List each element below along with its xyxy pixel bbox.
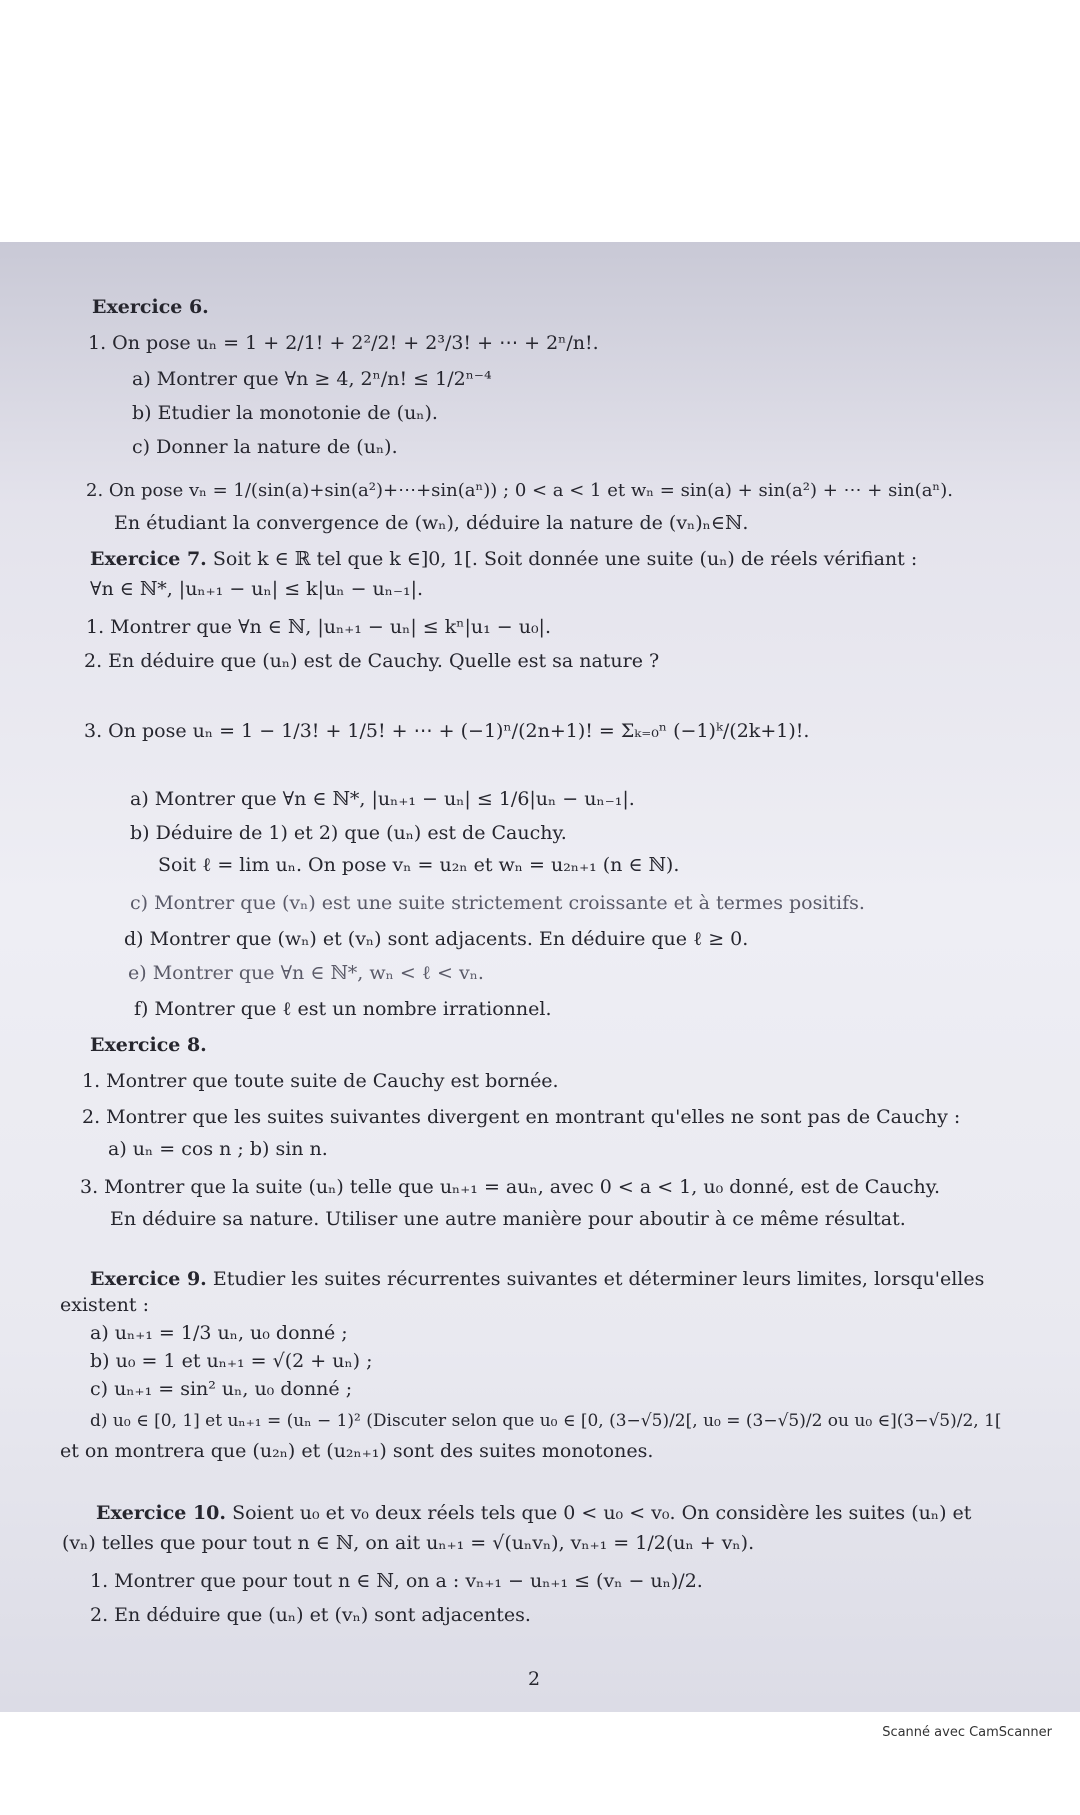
ex9-item-b: b) u₀ = 1 et uₙ₊₁ = √(2 + uₙ) ; [90, 1350, 373, 1372]
ex6-question-2: 2. On pose vₙ = 1/(sin(a)+sin(a²)+⋯+sin(aⁿ)) ; 0 < a < 1 et wₙ = sin(a) + sin(a²) + ⋯ + sin(aⁿ). [86, 480, 953, 501]
ex9-intro-continued: existent : [60, 1294, 149, 1316]
ex7-question-3c: c) Montrer que (vₙ) est une suite strictement croissante et à termes positifs. [130, 892, 865, 914]
ex6-question-1c: c) Donner la nature de (uₙ). [132, 436, 398, 458]
ex8-question-1: 1. Montrer que toute suite de Cauchy est bornée. [82, 1070, 559, 1092]
ex7-question-3b: b) Déduire de 1) et 2) que (uₙ) est de Cauchy. [130, 822, 567, 844]
ex9-item-d-continued: et on montrera que (u₂ₙ) et (u₂ₙ₊₁) sont des suites monotones. [60, 1440, 654, 1462]
ex7-question-3e: e) Montrer que ∀n ∈ ℕ*, wₙ < ℓ < vₙ. [128, 962, 484, 984]
exercise-7-title: Exercice 7. [90, 548, 207, 570]
ex6-question-1: 1. On pose uₙ = 1 + 2/1! + 2²/2! + 2³/3! + ⋯ + 2ⁿ/n!. [88, 332, 599, 354]
ex8-question-2-items: a) uₙ = cos n ; b) sin n. [108, 1138, 328, 1160]
ex9-header [90, 1266, 984, 1292]
ex7-intro: Soit k ∈ ℝ tel que k ∈]0, 1[. Soit donnée une suite (uₙ) de réels vérifiant : [212, 548, 918, 570]
ex10-question-2: 2. En déduire que (uₙ) et (vₙ) sont adjacentes. [90, 1604, 531, 1626]
ex8-question-2: 2. Montrer que les suites suivantes divergent en montrant qu'elles ne sont pas de Cauchy : [82, 1106, 961, 1128]
document-page [0, 242, 1080, 1712]
ex10-header [96, 1500, 971, 1526]
exercise-9-title: Exercice 9. [90, 1268, 207, 1290]
ex7-intro-continued: ∀n ∈ ℕ*, |uₙ₊₁ − uₙ| ≤ k|uₙ − uₙ₋₁|. [90, 578, 424, 600]
page-number: 2 [528, 1668, 541, 1690]
ex10-intro-continued: (vₙ) telles que pour tout n ∈ ℕ, on ait uₙ₊₁ = √(uₙvₙ), vₙ₊₁ = 1/2(uₙ + vₙ). [62, 1532, 755, 1554]
ex6-question-2-continued: En étudiant la convergence de (wₙ), déduire la nature de (vₙ)ₙ∈ℕ. [114, 512, 749, 534]
ex7-question-3: 3. On pose uₙ = 1 − 1/3! + 1/5! + ⋯ + (−1)ⁿ/(2n+1)! = Σₖ₌₀ⁿ (−1)ᵏ/(2k+1)!. [84, 720, 810, 742]
exercise-8-title: Exercice 8. [90, 1034, 207, 1056]
ex7-question-3d: d) Montrer que (wₙ) et (vₙ) sont adjacents. En déduire que ℓ ≥ 0. [124, 928, 749, 950]
ex8-question-3: 3. Montrer que la suite (uₙ) telle que uₙ₊₁ = auₙ, avec 0 < a < 1, u₀ donné, est de Cauchy. [80, 1176, 940, 1198]
exercise-6-title: Exercice 6. [92, 296, 209, 318]
scanner-watermark: Scanné avec CamScanner [882, 1725, 1052, 1740]
exercise-10-title: Exercice 10. [96, 1502, 227, 1524]
ex7-question-3b-continued: Soit ℓ = lim uₙ. On pose vₙ = u₂ₙ et wₙ = u₂ₙ₊₁ (n ∈ ℕ). [158, 854, 680, 876]
ex10-intro: Soient u₀ et v₀ deux réels tels que 0 < u₀ < v₀. On considère les suites (uₙ) et [232, 1502, 972, 1524]
ex6-question-1a: a) Montrer que ∀n ≥ 4, 2ⁿ/n! ≤ 1/2ⁿ⁻⁴ [132, 368, 492, 390]
ex7-question-2: 2. En déduire que (uₙ) est de Cauchy. Quelle est sa nature ? [84, 650, 660, 672]
ex7-question-3a: a) Montrer que ∀n ∈ ℕ*, |uₙ₊₁ − uₙ| ≤ 1/6|uₙ − uₙ₋₁|. [130, 788, 635, 810]
ex9-item-a: a) uₙ₊₁ = 1/3 uₙ, u₀ donné ; [90, 1322, 348, 1344]
ex7-header [90, 546, 917, 572]
ex8-question-3-continued: En déduire sa nature. Utiliser une autre manière pour aboutir à ce même résultat. [110, 1208, 906, 1230]
ex9-item-c: c) uₙ₊₁ = sin² uₙ, u₀ donné ; [90, 1378, 353, 1400]
ex9-intro: Etudier les suites récurrentes suivantes et déterminer leurs limites, lorsqu'elles [212, 1268, 985, 1290]
ex6-question-1b: b) Etudier la monotonie de (uₙ). [132, 402, 438, 424]
ex7-question-3f: f) Montrer que ℓ est un nombre irrationnel. [134, 998, 552, 1020]
ex9-item-d: d) u₀ ∈ [0, 1] et uₙ₊₁ = (uₙ − 1)² (Discuter selon que u₀ ∈ [0, (3−√5)/2[, u₀ = (3−√5)/2 ou u₀ ∈](3−√5)/2, 1[ [90, 1411, 1002, 1431]
ex7-question-1: 1. Montrer que ∀n ∈ ℕ, |uₙ₊₁ − uₙ| ≤ kⁿ|u₁ − u₀|. [86, 616, 551, 638]
ex10-question-1: 1. Montrer que pour tout n ∈ ℕ, on a : vₙ₊₁ − uₙ₊₁ ≤ (vₙ − uₙ)/2. [90, 1570, 703, 1592]
